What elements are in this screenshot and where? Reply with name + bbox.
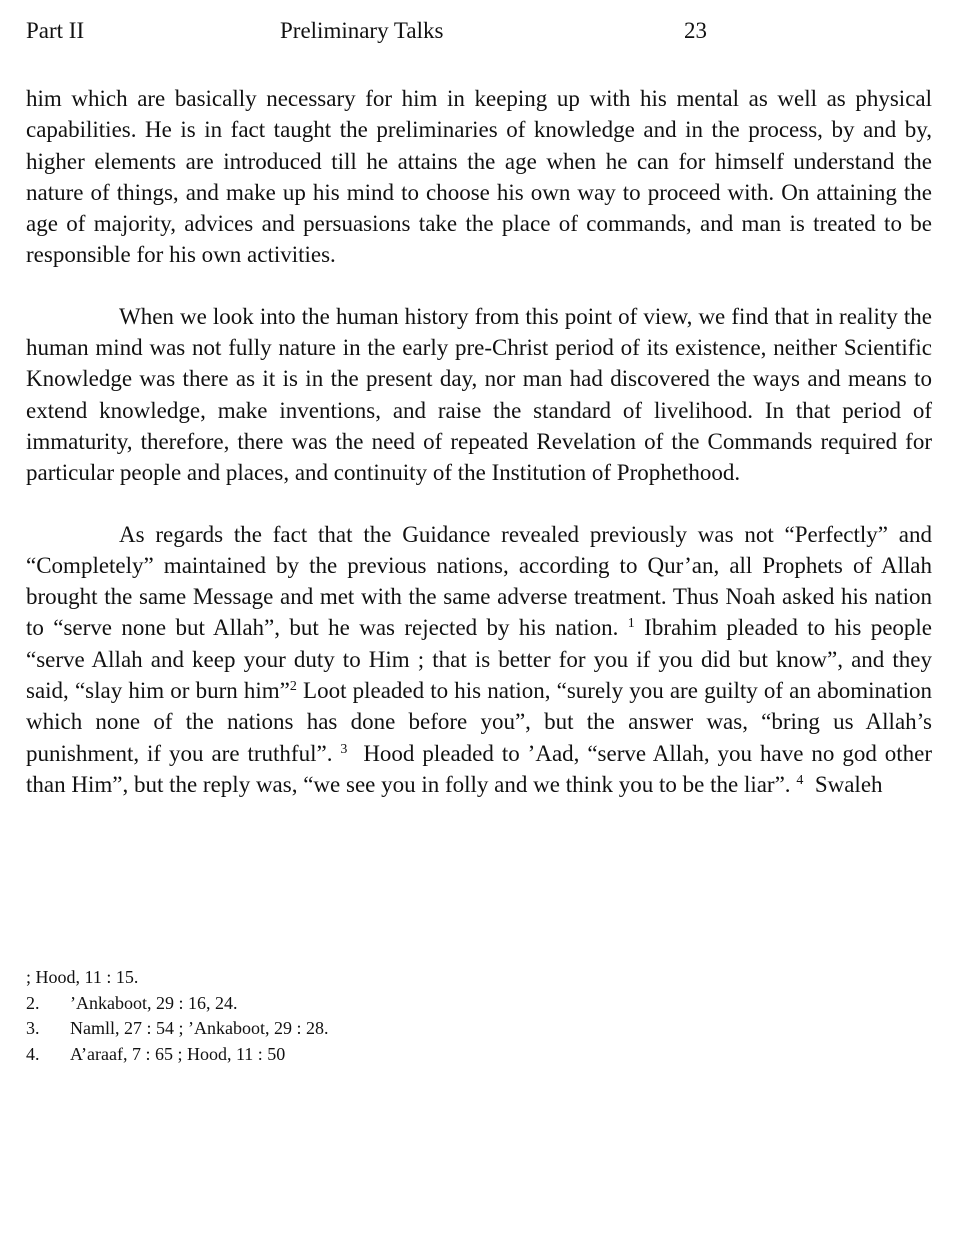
footnote-marker: 3 bbox=[340, 741, 348, 757]
footnote-number: 2. bbox=[26, 992, 40, 1013]
footnotes bbox=[26, 965, 932, 1067]
footnote-number: 3. bbox=[26, 1018, 40, 1038]
page-number: 23 bbox=[684, 18, 707, 43]
footnote-2 bbox=[26, 991, 932, 1017]
footnote-number: 4. bbox=[26, 1043, 40, 1064]
footnote-1-continuation: ; Hood, 11 : 15. bbox=[26, 967, 139, 987]
body-text bbox=[26, 83, 932, 800]
header-part-label: Part II bbox=[26, 18, 85, 43]
paragraph-3-segment: Ibrahim pleaded to his people “serve Allah and keep your duty to Him ; that is better for you if you did but know”, and they said, “slay him or burn him” bbox=[26, 615, 933, 704]
paragraph-3-segment: Swaleh bbox=[814, 771, 883, 797]
footnote-text: Namll, 27 : 54 ; ’Ankaboot, 29 : 28. bbox=[70, 1018, 329, 1038]
paragraph-3-segment: Hood pleaded to ’Aad, “serve Allah, you have no god other than Him”, but the reply was, “we see you in folly and we think you to be the liar”. bbox=[26, 740, 933, 797]
footnote-text: ’Ankaboot, 29 : 16, 24. bbox=[70, 992, 238, 1013]
paragraph-3 bbox=[26, 519, 932, 801]
footnote-text: A’araaf, 7 : 65 ; Hood, 11 : 50 bbox=[70, 1043, 286, 1064]
paragraph-3-segment: As regards the fact that the Guidance revealed previously was not “Perfectly” and “Completely” maintained by the previous nations, according to Qur’an, all Prophets of Allah brought the same Message and met with the same adverse treatment. Thus Noah asked his nation to “serve none but Allah”, but he was rejected by his nation. bbox=[26, 521, 932, 641]
paragraph-1: him which are basically necessary for him in keeping up with his mental as well as physical capabilities. He is in fact taught the preliminaries of knowledge and in the process, by and by, higher elements are introduced till he attains the age when he can for himself understand the nature of things, and make up his mind to choose his own way to proceed with. On attaining the age of majority, advices and persuasions take the place of commands, and man is treated to be responsible for his own activities. bbox=[26, 86, 932, 268]
footnote-marker: 4 bbox=[796, 772, 804, 788]
footnote-marker: 1 bbox=[627, 616, 635, 632]
footnote-4 bbox=[26, 1042, 932, 1068]
paragraph-2: When we look into the human history from this point of view, we find that in reality the human mind was not fully nature in the early pre-Christ period of its existence, neither Scientific Knowledge was there as it is in the present day, nor man had discovered the ways and means to extend knowledge, make inventions, and raise the standard of livelihood. In that period of immaturity, therefore, there was the need of repeated Revelation of the Commands required for particular people and places, and continuity of the Institution of Prophethood. bbox=[26, 303, 932, 486]
running-header bbox=[26, 18, 932, 52]
header-title: Preliminary Talks bbox=[280, 18, 444, 43]
footnote-3 bbox=[26, 1016, 932, 1042]
paragraph-3-segment: Loot pleaded to his nation, “surely you are guilty of an abomination which none of the nations has done before you”, but the answer was, “bring us Allah’s punishment, if you are truthful”. bbox=[26, 678, 933, 766]
footnote-marker: 2 bbox=[289, 679, 297, 695]
